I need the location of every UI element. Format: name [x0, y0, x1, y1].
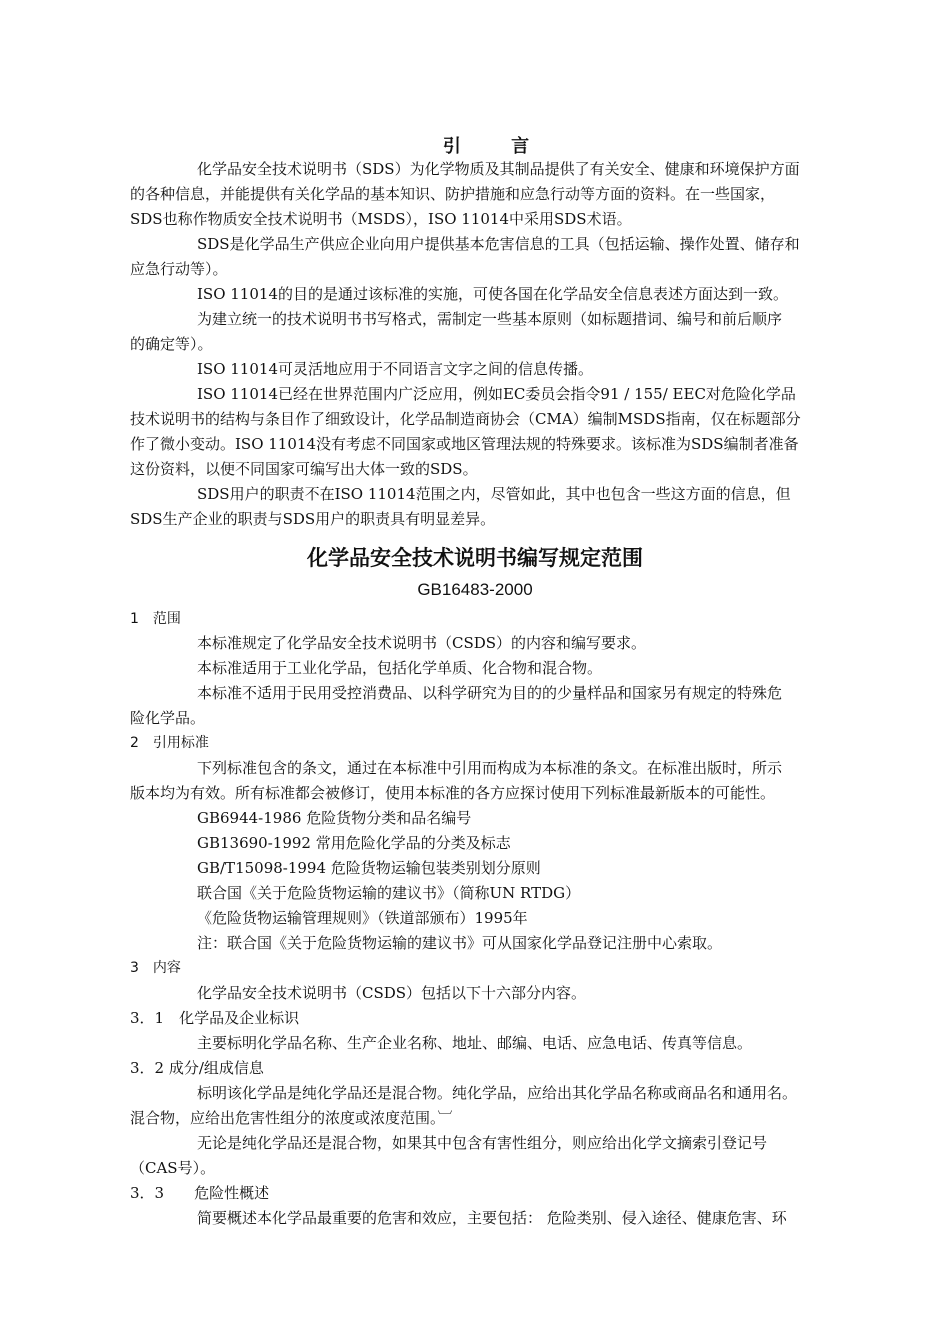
reference-note: 注：联合国《关于危险货物运输的建议书》可从国家化学品登记注册中心索取。 — [197, 934, 723, 952]
section-3-line: 标明该化学品是纯化学品还是混合物。纯化学品，应给出其化学品名称或商品名和通用名。 — [197, 1084, 798, 1102]
section-3-line: 简要概述本化学品最重要的危害和效应，主要包括： 危险类别、侵入途径、健康危害、环 — [197, 1209, 787, 1227]
intro-title: 引 言 — [442, 136, 552, 157]
referenced-standard: GB13690-1992 常用危险化学品的分类及标志 — [197, 834, 511, 852]
section-1-line: 本标准不适用于民用受控消费品、以科学研究为目的的少量样品和国家另有规定的特殊危 — [197, 684, 783, 702]
section-1-line: 险化学品。 — [130, 709, 206, 727]
standard-code: GB16483-2000 — [417, 580, 533, 599]
section-2-line: 下列标准包含的条文，通过在本标准中引用而构成为本标准的条文。在标准出版时，所示 — [197, 759, 783, 777]
intro-paragraph-line: SDS用户的职责不在ISO 11014范围之内，尽管如此，其中也包含一些这方面的信息，但 — [197, 485, 791, 503]
referenced-standard: GB6944-1986 危险货物分类和品名编号 — [197, 809, 472, 827]
referenced-standard: GB/T15098-1994 危险货物运输包装类别划分原则 — [197, 859, 541, 877]
section-3-line: 化学品安全技术说明书（CSDS）包括以下十六部分内容。 — [197, 984, 587, 1002]
document-title: 化学品安全技术说明书编写规定范围 — [307, 546, 643, 570]
intro-paragraph-line: 为建立统一的技术说明书书写格式，需制定一些基本原则（如标题措词、编号和前后顺序 — [197, 310, 783, 328]
referenced-standard: 联合国《关于危险货物运输的建议书》（简称UN RTDG） — [197, 884, 581, 902]
intro-paragraph-line: SDS也称作物质安全技术说明书（MSDS），ISO 11014中采用SDS术语。 — [130, 210, 632, 228]
intro-paragraph-line: 技术说明书的结构与条目作了细致设计，化学品制造商协会（CMA）编制MSDS指南，仅在标题部分 — [130, 410, 801, 428]
intro-paragraph-line: ISO 11014的目的是通过该标准的实施，可使各国在化学品安全信息表述方面达到一致。 — [197, 285, 788, 303]
intro-paragraph-line: 的各种信息，并能提供有关化学品的基本知识、防护措施和应急行动等方面的资料。在一些国家， — [130, 185, 776, 203]
section-1-line: 本标准规定了化学品安全技术说明书（CSDS）的内容和编写要求。 — [197, 634, 647, 652]
intro-paragraph-line: SDS是化学品生产供应企业向用户提供基本危害信息的工具（包括运输、操作处置、储存和 — [197, 235, 800, 253]
referenced-standard: 《危险货物运输管理规则》（铁道部颁布）1995年 — [197, 909, 528, 927]
section-2-line: 版本均为有效。所有标准都会被修订，使用本标准的各方应探讨使用下列标准最新版本的可能性。 — [130, 784, 776, 802]
subsection-3-2-heading: 3．2 成分/组成信息 — [130, 1059, 264, 1077]
intro-paragraph-line: ISO 11014可灵活地应用于不同语言文字之间的信息传播。 — [197, 360, 593, 378]
intro-paragraph-line: 这份资料，以便不同国家可编写出大体一致的SDS。 — [130, 460, 478, 478]
section-2-heading: 2 引用标准 — [130, 735, 209, 751]
section-3-line: （CAS号）。 — [130, 1159, 216, 1177]
subsection-3-3-heading: 3．3 危险性概述 — [130, 1184, 270, 1202]
section-3-line: 主要标明化学品名称、生产企业名称、地址、邮编、电话、应急电话、传真等信息。 — [197, 1034, 753, 1052]
section-3-line: 混合物，应给出危害性组分的浓度或浓度范围。︺ — [130, 1109, 453, 1127]
intro-paragraph-line: 的确定等）。 — [130, 335, 213, 353]
intro-paragraph-line: SDS生产企业的职责与SDS用户的职责具有明显差异。 — [130, 510, 496, 528]
intro-paragraph-line: 化学品安全技术说明书（SDS）为化学物质及其制品提供了有关安全、健康和环境保护方面 — [197, 160, 800, 178]
intro-paragraph-line: ISO 11014已经在世界范围内广泛应用，例如EC委员会指令91 / 155/ EEC对危险化学品 — [197, 385, 796, 403]
intro-paragraph-line: 应急行动等）。 — [130, 260, 228, 278]
subsection-3-1-heading: 3．1 化学品及企业标识 — [130, 1009, 300, 1027]
section-1-line: 本标准适用于工业化学品，包括化学单质、化合物和混合物。 — [197, 659, 603, 677]
intro-paragraph-line: 作了微小变动。ISO 11014没有考虑不同国家或地区管理法规的特殊要求。该标准为SDS编制者准备 — [130, 435, 799, 453]
section-1-heading: 1 范围 — [130, 611, 181, 627]
section-3-line: 无论是纯化学品还是混合物，如果其中包含有害性组分，则应给出化学文摘索引登记号 — [197, 1134, 768, 1152]
section-3-heading: 3 内容 — [130, 960, 181, 976]
